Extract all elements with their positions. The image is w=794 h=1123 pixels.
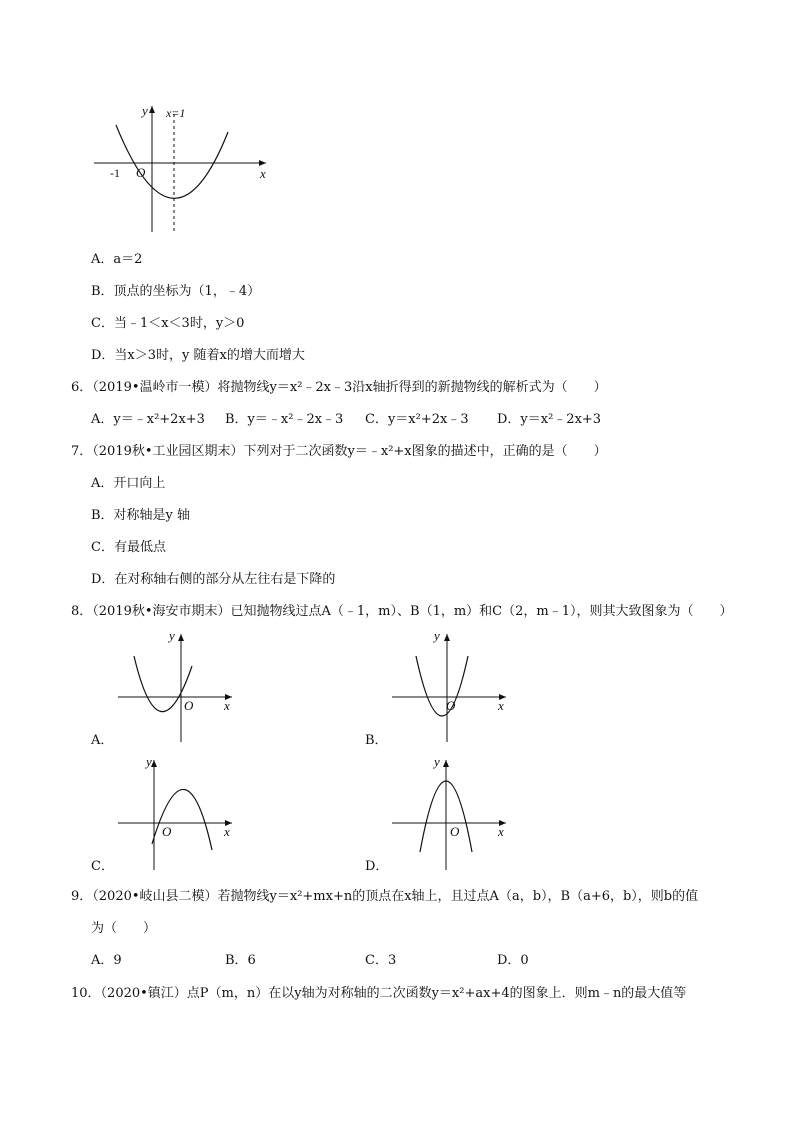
q6-option-a: A．y＝﹣x²+2x+3 (91, 412, 205, 427)
q9-option-d: D．0 (497, 953, 529, 968)
q8-option-a-label: A． (91, 733, 114, 748)
q5-option-a: A．a＝2 (91, 252, 143, 267)
curve-c (152, 789, 212, 850)
neg-one-label: -1 (110, 166, 120, 180)
q8-graph-b (388, 626, 518, 744)
q5-option-c: C．当﹣1＜x＜3时，y＞0 (91, 316, 245, 331)
q8-graph-a (114, 626, 244, 744)
q8-option-d-label: D． (365, 859, 389, 874)
q8-graph-d (388, 752, 518, 872)
q5-option-d: D．当x＞3时，y 随着x的增大而增大 (91, 348, 305, 363)
q9-stem-line1: 9．（2020•岐山县二模）若抛物线y＝x²+mx+n的顶点在x轴上，且过点A（a，b），B（a+6，b），则b的值 (71, 889, 699, 904)
svg-text:y: y (434, 754, 440, 769)
svg-text:O: O (446, 698, 456, 713)
origin-label: O (136, 165, 146, 180)
q8-option-b-label: B． (365, 733, 388, 748)
svg-text:x: x (224, 698, 230, 713)
q7-option-d: D．在对称轴右侧的部分从左往右是下降的 (91, 572, 336, 587)
q5-option-b: B．顶点的坐标为（1，﹣4） (91, 284, 261, 299)
q7-option-a: A．开口向上 (91, 476, 166, 491)
q7-stem: 7．（2019秋•工业园区期末）下列对于二次函数y＝﹣x²+x图象的描述中，正确的是（ ） (71, 444, 607, 459)
q9-option-b: B．6 (225, 953, 256, 968)
q6-option-c: C．y＝x²+2x﹣3 (365, 412, 469, 427)
svg-text:x: x (224, 824, 230, 839)
svg-text:O: O (184, 698, 194, 713)
parabola-curve (116, 125, 228, 198)
svg-text:y: y (169, 628, 175, 643)
q9-option-a: A．9 (91, 953, 122, 968)
q7-option-b: B．对称轴是y 轴 (91, 508, 191, 523)
q8-graph-c (114, 752, 244, 872)
svg-text:x: x (498, 698, 504, 713)
curve-b (416, 656, 468, 716)
q7-option-c: C．有最低点 (91, 540, 166, 555)
q9-stem-line2: 为（ ） (91, 921, 157, 936)
svg-text:x: x (498, 824, 504, 839)
symmetry-label: x=1 (166, 106, 186, 120)
q8-option-c-label: C． (91, 859, 114, 874)
svg-text:y: y (146, 754, 152, 769)
q6-stem: 6．（2019•温岭市一模）将抛物线y＝x²﹣2x﹣3沿x轴折得到的新抛物线的解析式为（ ） (71, 380, 607, 395)
q10-stem: 10．（2020•镇江）点P（m，n）在以y轴为对称轴的二次函数y＝x²+ax+4的图象上．则m﹣n的最大值等 (71, 986, 687, 1001)
svg-text:O: O (450, 824, 460, 839)
svg-text:O: O (162, 824, 172, 839)
x-axis-label: x (260, 166, 266, 181)
q9-option-c: C．3 (365, 953, 397, 968)
q6-option-d: D．y＝x²﹣2x+3 (497, 412, 602, 427)
q6-option-b: B．y＝﹣x²﹣2x﹣3 (225, 412, 344, 427)
svg-text:y: y (434, 628, 440, 643)
y-axis-label: y (142, 103, 148, 118)
q5-parabola-graph (88, 100, 278, 235)
q8-stem: 8．（2019秋•海安市期末）已知抛物线过点A（﹣1，m）、B（1，m）和C（2，m﹣1），则其大致图象为（ ） (71, 604, 733, 619)
